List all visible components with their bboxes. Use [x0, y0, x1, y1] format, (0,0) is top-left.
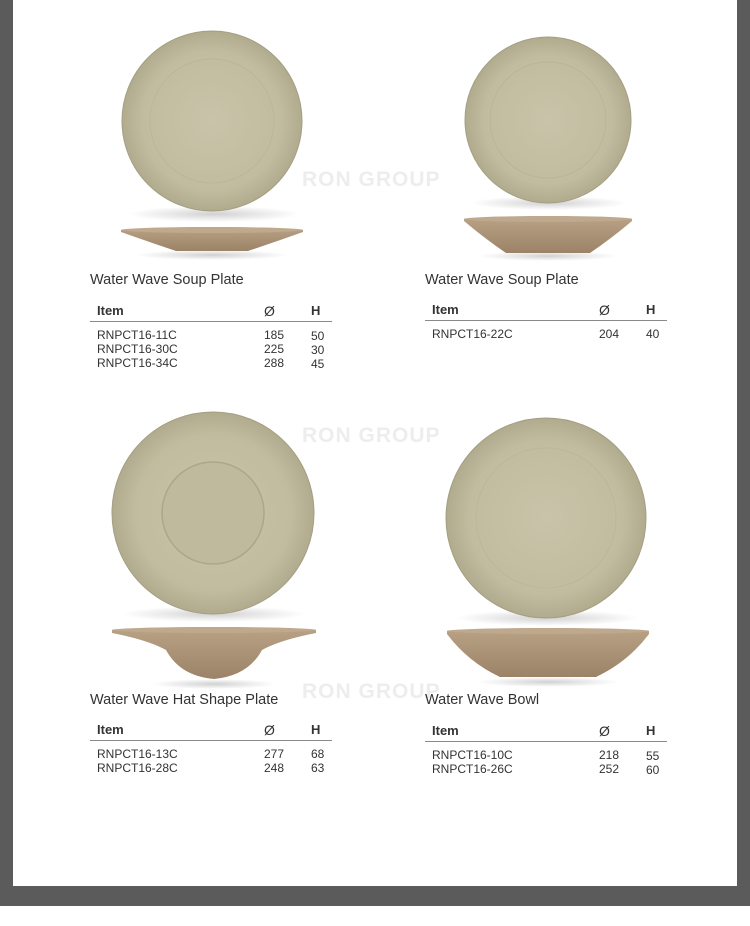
diameter-value: 252 — [599, 762, 620, 776]
item-code: RNPCT16-13C — [97, 747, 178, 761]
diameter-value: 288 — [264, 356, 285, 370]
spec-row — [90, 761, 332, 775]
column-diameter: Ø — [599, 302, 610, 318]
diameter-value: 277 — [264, 747, 285, 761]
plate-side-view — [464, 216, 632, 261]
item-code: RNPCT16-22C — [432, 327, 513, 341]
item-code: RNPCT16-30C — [97, 342, 178, 356]
spec-header — [425, 723, 667, 742]
spec-table — [425, 723, 667, 776]
height-value: 60 — [646, 763, 660, 777]
product-title: Water Wave Hat Shape Plate — [90, 692, 279, 708]
spec-header — [425, 302, 667, 321]
spec-header — [90, 303, 332, 322]
watermark: RON GROUP — [302, 680, 441, 703]
bowl-side-view — [447, 628, 649, 687]
column-diameter: Ø — [599, 723, 610, 739]
spec-row — [90, 356, 332, 370]
plate-side-view — [121, 227, 303, 260]
height-value: 40 — [646, 327, 660, 341]
column-item: Item — [432, 302, 459, 317]
plate-top-view — [465, 37, 631, 210]
column-height: H — [646, 723, 656, 738]
diameter-value: 204 — [599, 327, 620, 341]
product-title: Water Wave Soup Plate — [425, 272, 579, 288]
height-value: 68 — [311, 747, 325, 761]
column-item: Item — [97, 303, 124, 318]
diameter-value: 185 — [264, 328, 285, 342]
product-title: Water Wave Bowl — [425, 692, 540, 708]
column-diameter: Ø — [264, 303, 275, 319]
column-height: H — [311, 722, 321, 737]
column-item: Item — [97, 722, 124, 737]
height-value: 63 — [311, 761, 325, 775]
spec-row — [425, 327, 667, 341]
spec-header — [90, 722, 332, 741]
height-value: 45 — [311, 357, 325, 371]
spec-row — [90, 328, 332, 342]
item-code: RNPCT16-34C — [97, 356, 178, 370]
diameter-value: 225 — [264, 342, 285, 356]
diameter-value: 218 — [599, 748, 620, 762]
product-title: Water Wave Soup Plate — [90, 272, 244, 288]
bowl-top-view — [446, 418, 646, 626]
diameter-value: 248 — [264, 761, 285, 775]
item-code: RNPCT16-28C — [97, 761, 178, 775]
column-diameter: Ø — [264, 722, 275, 738]
spec-row — [425, 748, 667, 762]
spec-row — [90, 747, 332, 761]
item-code: RNPCT16-26C — [432, 762, 513, 776]
hat-plate-top-view — [112, 412, 314, 622]
height-value: 30 — [311, 343, 325, 357]
hat-plate-side-view — [112, 627, 316, 689]
watermark: RON GROUP — [302, 424, 441, 447]
column-height: H — [646, 302, 656, 317]
spec-row — [425, 762, 667, 776]
plate-top-view — [122, 31, 302, 222]
spec-row — [90, 342, 332, 356]
height-value: 55 — [646, 749, 660, 763]
column-height: H — [311, 303, 321, 318]
item-code: RNPCT16-11C — [97, 328, 177, 342]
watermark: RON GROUP — [302, 168, 441, 191]
spec-table — [90, 722, 332, 775]
column-item: Item — [432, 723, 459, 738]
height-value: 50 — [311, 329, 325, 343]
spec-table — [425, 302, 667, 341]
item-code: RNPCT16-10C — [432, 748, 513, 762]
spec-table — [90, 303, 332, 370]
